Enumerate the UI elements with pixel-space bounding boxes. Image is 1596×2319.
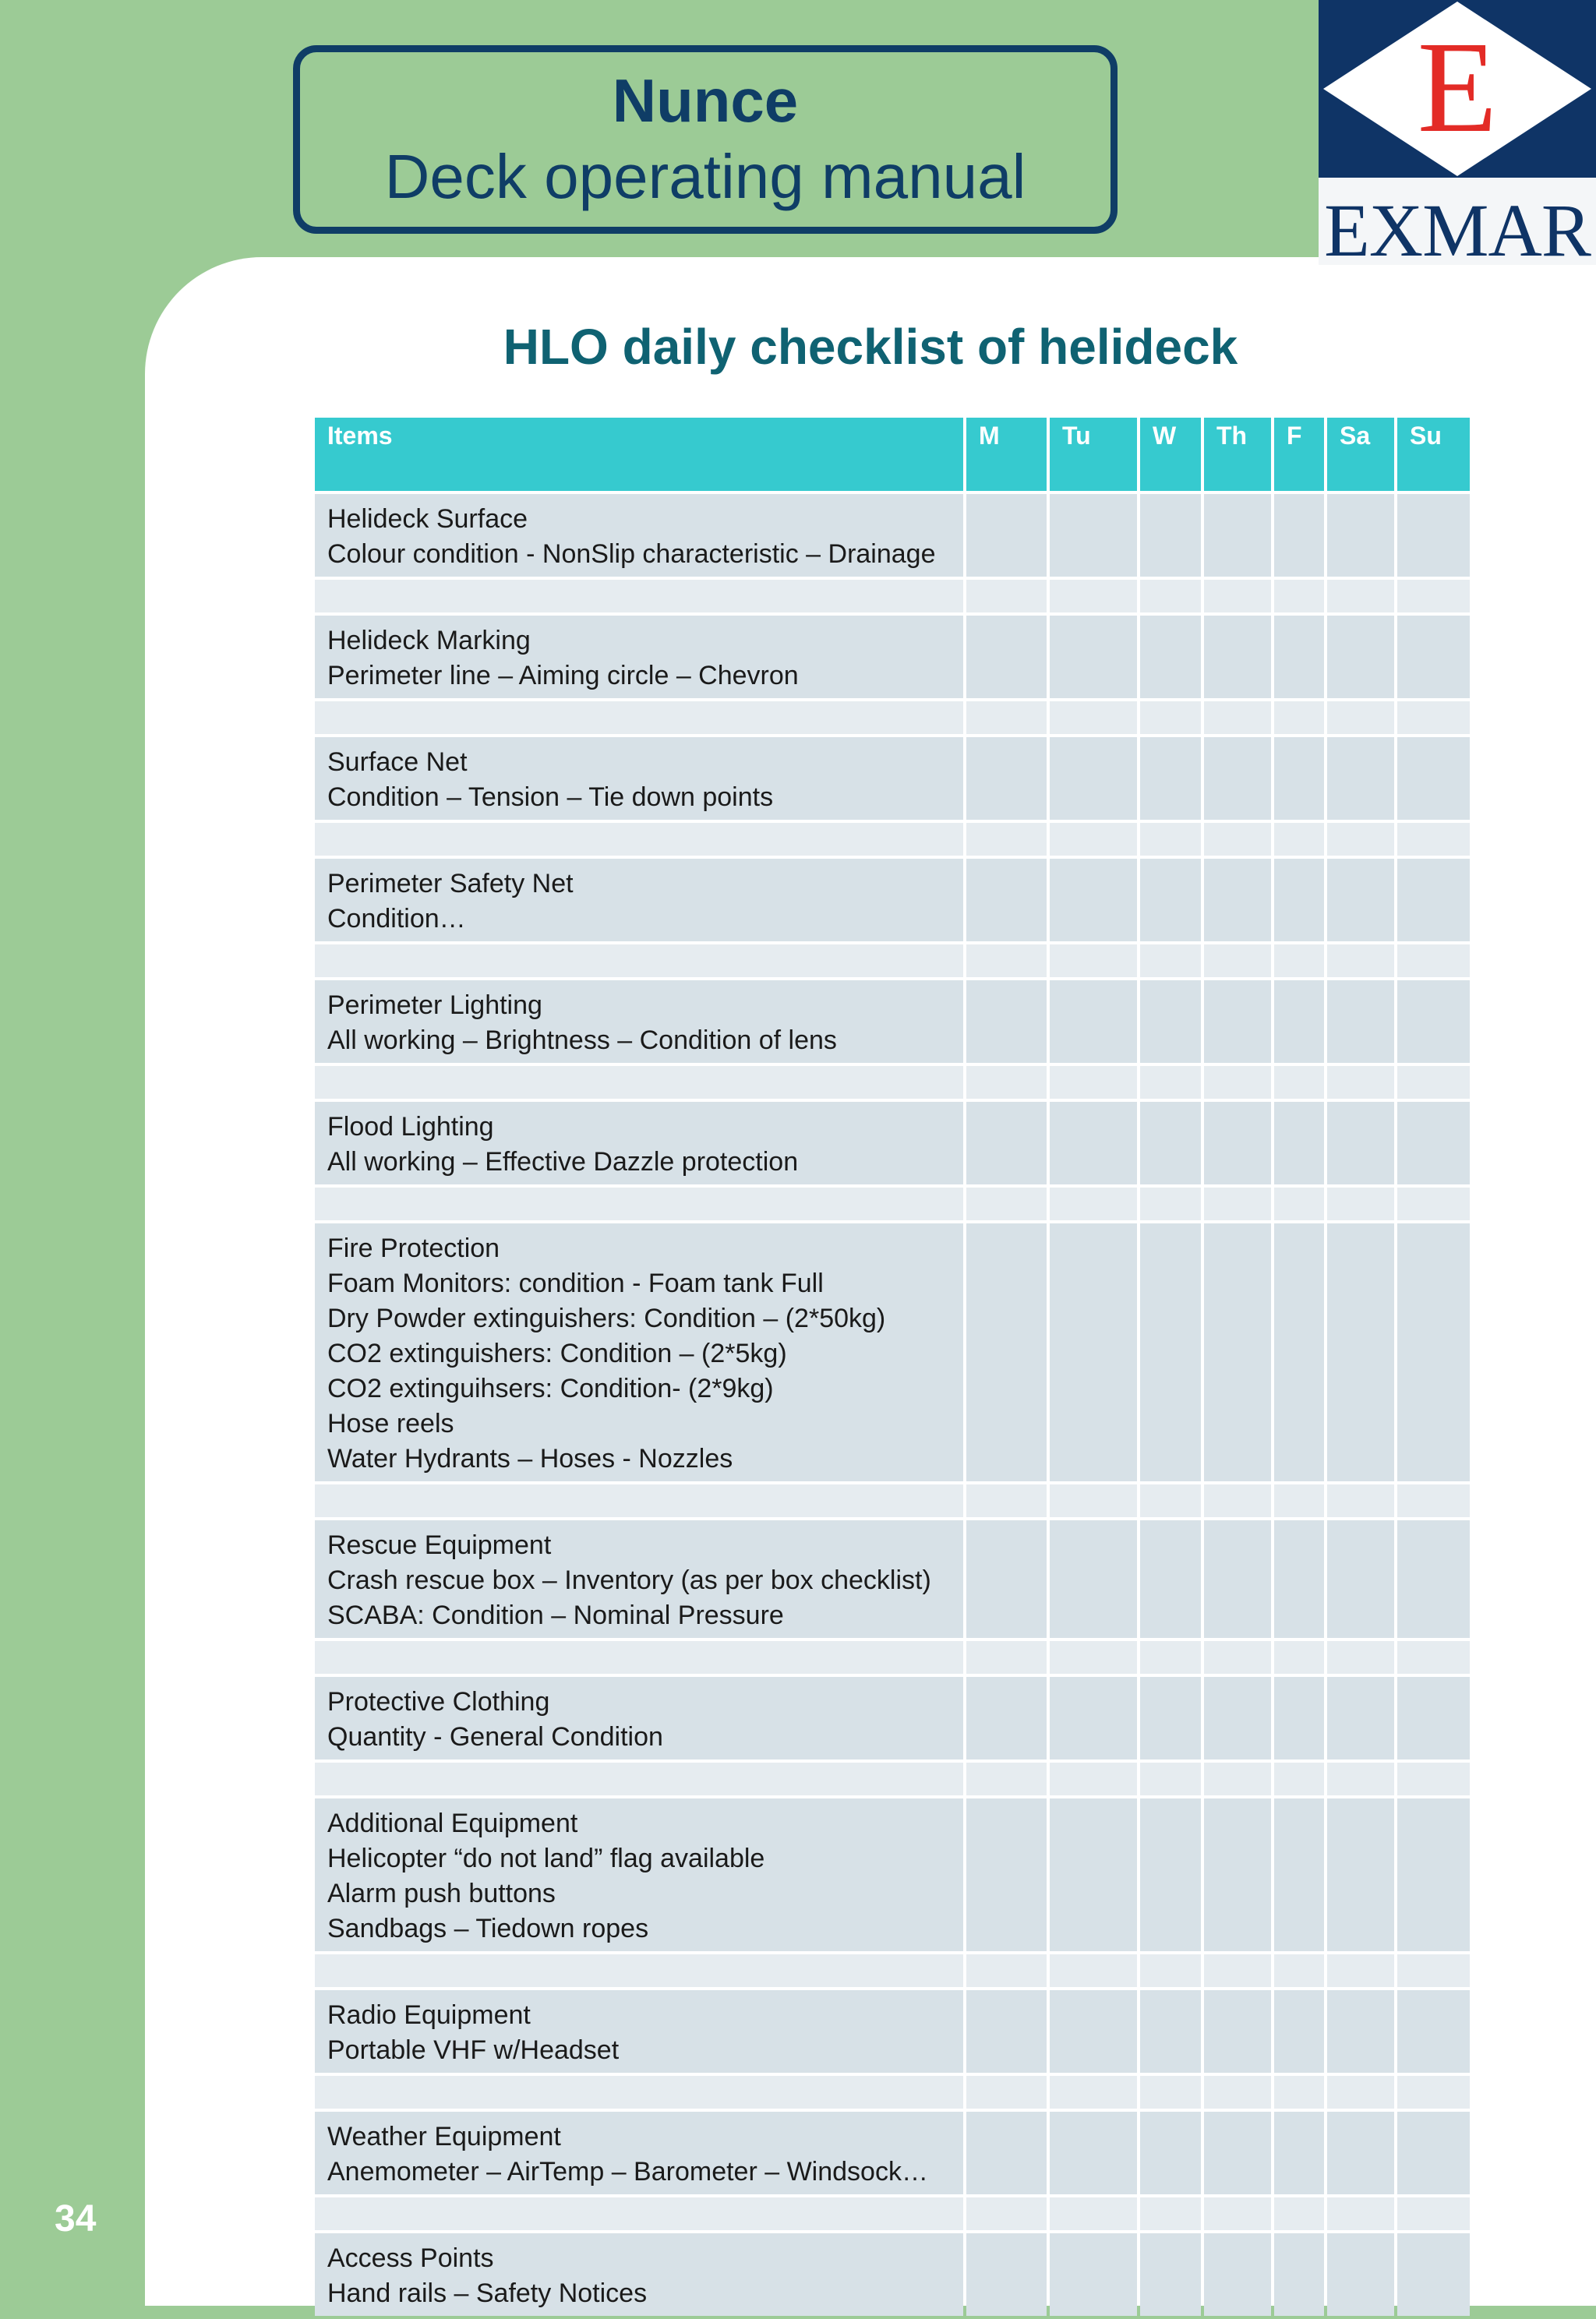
spacer-cell	[315, 1954, 963, 1987]
item-detail: CO2 extinguishers: Condition – (2*5kg)	[327, 1339, 787, 1368]
spacer-cell	[1274, 1484, 1324, 1517]
check-cell-sunday[interactable]	[1397, 859, 1470, 941]
check-cell-thursday[interactable]	[1204, 2233, 1271, 2316]
column-header-items: Items	[315, 418, 963, 491]
check-cell-tuesday[interactable]	[1050, 2112, 1137, 2194]
column-header-sunday: Su	[1397, 418, 1470, 491]
spacer-cell	[315, 1188, 963, 1220]
spacer-cell	[1327, 1763, 1394, 1795]
spacer-cell	[1140, 2197, 1201, 2230]
spacer-cell	[1050, 944, 1137, 977]
spacer-cell	[1204, 1641, 1271, 1674]
check-cell-saturday[interactable]	[1327, 859, 1394, 941]
check-cell-wednesday[interactable]	[1140, 1520, 1201, 1638]
spacer-row	[315, 2197, 1470, 2230]
item-detail: Water Hydrants – Hoses - Nozzles	[327, 1444, 733, 1474]
check-cell-friday[interactable]	[1274, 859, 1324, 941]
check-cell-friday[interactable]	[1274, 1223, 1324, 1481]
item-detail: Anemometer – AirTemp – Barometer – Windsock…	[327, 2157, 928, 2187]
check-cell-wednesday[interactable]	[1140, 737, 1201, 820]
check-cell-saturday[interactable]	[1327, 980, 1394, 1063]
item-heading: Access Points	[327, 2243, 494, 2273]
item-heading: Additional Equipment	[327, 1809, 578, 1838]
item-heading: Surface Net	[327, 747, 468, 777]
check-cell-friday[interactable]	[1274, 1520, 1324, 1638]
check-cell-thursday[interactable]	[1204, 980, 1271, 1063]
spacer-cell	[1050, 823, 1137, 856]
page-number: 34	[55, 2198, 97, 2240]
check-cell-tuesday[interactable]	[1050, 1223, 1137, 1481]
spacer-cell	[1274, 2197, 1324, 2230]
check-cell-sunday[interactable]	[1397, 1102, 1470, 1184]
spacer-cell	[1327, 2197, 1394, 2230]
check-cell-monday[interactable]	[966, 980, 1047, 1063]
spacer-cell	[1140, 944, 1201, 977]
check-cell-tuesday[interactable]	[1050, 980, 1137, 1063]
spacer-cell	[966, 1188, 1047, 1220]
check-cell-saturday[interactable]	[1327, 1990, 1394, 2073]
check-cell-friday[interactable]	[1274, 2112, 1324, 2194]
spacer-cell	[1397, 1641, 1470, 1674]
item-cell	[315, 859, 963, 941]
check-cell-sunday[interactable]	[1397, 616, 1470, 698]
item-detail: Portable VHF w/Headset	[327, 2035, 620, 2065]
spacer-cell	[966, 1066, 1047, 1099]
spacer-cell	[1050, 2076, 1137, 2109]
manual-subtitle: Deck operating manual	[384, 141, 1026, 211]
item-detail: SCABA: Condition – Nominal Pressure	[327, 1601, 784, 1630]
exmar-logo	[1319, 0, 1596, 272]
spacer-cell	[1327, 1641, 1394, 1674]
spacer-cell	[315, 1641, 963, 1674]
logo-letter: E	[1417, 15, 1498, 160]
check-cell-friday[interactable]	[1274, 737, 1324, 820]
item-detail: All working – Brightness – Condition of lens	[327, 1025, 837, 1055]
item-detail: Helicopter “do not land” flag available	[327, 1844, 765, 1873]
check-cell-sunday[interactable]	[1397, 737, 1470, 820]
spacer-cell	[1204, 1954, 1271, 1987]
spacer-cell	[1274, 580, 1324, 612]
column-header-saturday: Sa	[1327, 418, 1394, 491]
spacer-cell	[1050, 1066, 1137, 1099]
check-cell-monday[interactable]	[966, 2112, 1047, 2194]
spacer-cell	[1274, 944, 1324, 977]
table-row	[315, 1102, 1470, 1184]
spacer-cell	[1274, 2076, 1324, 2109]
item-heading: Radio Equipment	[327, 2000, 531, 2030]
column-header-monday: M	[966, 418, 1047, 491]
check-cell-saturday[interactable]	[1327, 616, 1394, 698]
spacer-cell	[1140, 1066, 1201, 1099]
spacer-cell	[966, 1484, 1047, 1517]
spacer-cell	[315, 2076, 963, 2109]
spacer-row	[315, 1763, 1470, 1795]
spacer-cell	[1274, 1763, 1324, 1795]
check-cell-wednesday[interactable]	[1140, 980, 1201, 1063]
spacer-cell	[1327, 1484, 1394, 1517]
check-cell-friday[interactable]	[1274, 980, 1324, 1063]
spacer-cell	[1050, 580, 1137, 612]
spacer-cell	[1327, 1188, 1394, 1220]
check-cell-monday[interactable]	[966, 1102, 1047, 1184]
check-cell-wednesday[interactable]	[1140, 616, 1201, 698]
spacer-row	[315, 944, 1470, 977]
item-detail: Hand rails – Safety Notices	[327, 2278, 648, 2308]
spacer-cell	[315, 944, 963, 977]
check-cell-wednesday[interactable]	[1140, 2233, 1201, 2316]
check-cell-tuesday[interactable]	[1050, 1102, 1137, 1184]
column-header-tuesday: Tu	[1050, 418, 1137, 491]
spacer-cell	[1140, 1188, 1201, 1220]
spacer-cell	[1140, 1484, 1201, 1517]
spacer-cell	[1140, 580, 1201, 612]
check-cell-monday[interactable]	[966, 2233, 1047, 2316]
check-cell-saturday[interactable]	[1327, 1798, 1394, 1951]
item-detail: Condition – Tension – Tie down points	[327, 782, 774, 812]
spacer-cell	[1140, 2076, 1201, 2109]
spacer-cell	[315, 823, 963, 856]
logo-wordmark: EXMAR	[1324, 189, 1591, 272]
spacer-cell	[1204, 701, 1271, 734]
spacer-cell	[315, 1763, 963, 1795]
item-cell	[315, 1223, 963, 1481]
check-cell-tuesday[interactable]	[1050, 2233, 1137, 2316]
table-header-row	[315, 418, 1470, 491]
spacer-cell	[966, 944, 1047, 977]
spacer-row	[315, 580, 1470, 612]
table-row	[315, 616, 1470, 698]
spacer-cell	[1140, 1954, 1201, 1987]
check-cell-wednesday[interactable]	[1140, 1990, 1201, 2073]
check-cell-thursday[interactable]	[1204, 494, 1271, 577]
table-row	[315, 1798, 1470, 1951]
spacer-cell	[1274, 1188, 1324, 1220]
spacer-cell	[1050, 1641, 1137, 1674]
item-detail: Colour condition - NonSlip characteristic – Drainage	[327, 539, 936, 569]
check-cell-wednesday[interactable]	[1140, 1223, 1201, 1481]
item-cell	[315, 1102, 963, 1184]
item-cell	[315, 494, 963, 577]
item-detail: Crash rescue box – Inventory (as per box checklist)	[327, 1565, 931, 1595]
spacer-cell	[1050, 1484, 1137, 1517]
spacer-row	[315, 823, 1470, 856]
item-heading: Perimeter Lighting	[327, 990, 542, 1020]
item-heading: Flood Lighting	[327, 1112, 494, 1142]
spacer-cell	[1050, 2197, 1137, 2230]
check-cell-tuesday[interactable]	[1050, 1520, 1137, 1638]
column-header-thursday: Th	[1204, 418, 1271, 491]
spacer-row	[315, 1641, 1470, 1674]
item-cell	[315, 1520, 963, 1638]
manual-title-box	[293, 45, 1118, 234]
check-cell-thursday[interactable]	[1204, 1520, 1271, 1638]
check-cell-tuesday[interactable]	[1050, 1798, 1137, 1951]
spacer-cell	[1397, 701, 1470, 734]
check-cell-wednesday[interactable]	[1140, 494, 1201, 577]
item-cell	[315, 1798, 963, 1951]
check-cell-sunday[interactable]	[1397, 1677, 1470, 1760]
spacer-row	[315, 1954, 1470, 1987]
spacer-cell	[1204, 1066, 1271, 1099]
table-row	[315, 737, 1470, 820]
check-cell-monday[interactable]	[966, 1990, 1047, 2073]
table-row	[315, 1990, 1470, 2073]
spacer-row	[315, 1066, 1470, 1099]
check-cell-saturday[interactable]	[1327, 1223, 1394, 1481]
check-cell-sunday[interactable]	[1397, 2233, 1470, 2316]
check-cell-friday[interactable]	[1274, 2233, 1324, 2316]
item-heading: Weather Equipment	[327, 2122, 561, 2151]
manual-title: Nunce	[612, 66, 799, 135]
spacer-cell	[1327, 701, 1394, 734]
spacer-cell	[966, 701, 1047, 734]
spacer-cell	[966, 1763, 1047, 1795]
item-cell	[315, 616, 963, 698]
spacer-cell	[1274, 823, 1324, 856]
spacer-cell	[315, 1066, 963, 1099]
spacer-cell	[1204, 1484, 1271, 1517]
check-cell-monday[interactable]	[966, 494, 1047, 577]
check-cell-tuesday[interactable]	[1050, 737, 1137, 820]
check-cell-thursday[interactable]	[1204, 1990, 1271, 2073]
checklist-title: HLO daily checklist of helideck	[503, 319, 1238, 375]
check-cell-friday[interactable]	[1274, 1677, 1324, 1760]
spacer-cell	[1204, 580, 1271, 612]
spacer-cell	[966, 2076, 1047, 2109]
spacer-cell	[1397, 1188, 1470, 1220]
check-cell-tuesday[interactable]	[1050, 616, 1137, 698]
item-detail: Quantity - General Condition	[327, 1722, 663, 1752]
check-cell-saturday[interactable]	[1327, 1520, 1394, 1638]
spacer-cell	[1397, 2197, 1470, 2230]
check-cell-saturday[interactable]	[1327, 2233, 1394, 2316]
spacer-row	[315, 701, 1470, 734]
spacer-cell	[1204, 1188, 1271, 1220]
table-row	[315, 2233, 1470, 2316]
spacer-cell	[1397, 944, 1470, 977]
spacer-cell	[1204, 944, 1271, 977]
check-cell-thursday[interactable]	[1204, 1102, 1271, 1184]
check-cell-monday[interactable]	[966, 1520, 1047, 1638]
spacer-cell	[1274, 1641, 1324, 1674]
table-row	[315, 859, 1470, 941]
check-cell-sunday[interactable]	[1397, 1520, 1470, 1638]
table-row	[315, 980, 1470, 1063]
spacer-cell	[1327, 1066, 1394, 1099]
check-cell-friday[interactable]	[1274, 616, 1324, 698]
item-heading: Helideck Marking	[327, 626, 531, 655]
spacer-cell	[1204, 823, 1271, 856]
spacer-row	[315, 2076, 1470, 2109]
column-header-friday: F	[1274, 418, 1324, 491]
check-cell-friday[interactable]	[1274, 1102, 1324, 1184]
item-detail: Condition…	[327, 904, 466, 934]
spacer-cell	[1140, 1763, 1201, 1795]
checklist-body	[315, 494, 1470, 2316]
spacer-cell	[1327, 1954, 1394, 1987]
spacer-cell	[1397, 1484, 1470, 1517]
spacer-cell	[1397, 1954, 1470, 1987]
check-cell-monday[interactable]	[966, 1798, 1047, 1951]
spacer-cell	[315, 701, 963, 734]
check-cell-tuesday[interactable]	[1050, 494, 1137, 577]
spacer-cell	[315, 2197, 963, 2230]
spacer-cell	[1397, 1066, 1470, 1099]
item-heading: Helideck Surface	[327, 504, 528, 534]
table-row	[315, 494, 1470, 577]
check-cell-wednesday[interactable]	[1140, 1798, 1201, 1951]
check-cell-sunday[interactable]	[1397, 1798, 1470, 1951]
check-cell-saturday[interactable]	[1327, 1102, 1394, 1184]
item-detail: Sandbags – Tiedown ropes	[327, 1914, 649, 1943]
check-cell-monday[interactable]	[966, 616, 1047, 698]
check-cell-sunday[interactable]	[1397, 980, 1470, 1063]
check-cell-sunday[interactable]	[1397, 1223, 1470, 1481]
check-cell-saturday[interactable]	[1327, 494, 1394, 577]
table-row	[315, 1520, 1470, 1638]
check-cell-monday[interactable]	[966, 737, 1047, 820]
item-cell	[315, 2112, 963, 2194]
item-cell	[315, 980, 963, 1063]
table-row	[315, 1223, 1470, 1481]
check-cell-friday[interactable]	[1274, 1990, 1324, 2073]
item-cell	[315, 1677, 963, 1760]
item-heading: Protective Clothing	[327, 1687, 550, 1717]
check-cell-saturday[interactable]	[1327, 2112, 1394, 2194]
check-cell-friday[interactable]	[1274, 494, 1324, 577]
item-cell	[315, 2233, 963, 2316]
spacer-row	[315, 1484, 1470, 1517]
spacer-cell	[966, 1954, 1047, 1987]
spacer-cell	[1327, 944, 1394, 977]
spacer-cell	[1204, 2076, 1271, 2109]
check-cell-sunday[interactable]	[1397, 1990, 1470, 2073]
spacer-cell	[1397, 2076, 1470, 2109]
spacer-cell	[1397, 823, 1470, 856]
check-cell-thursday[interactable]	[1204, 1677, 1271, 1760]
spacer-cell	[966, 823, 1047, 856]
spacer-cell	[1140, 701, 1201, 734]
check-cell-wednesday[interactable]	[1140, 1102, 1201, 1184]
spacer-cell	[1274, 1954, 1324, 1987]
spacer-cell	[1204, 1763, 1271, 1795]
check-cell-monday[interactable]	[966, 1677, 1047, 1760]
item-detail: Alarm push buttons	[327, 1879, 556, 1908]
spacer-cell	[1274, 1066, 1324, 1099]
check-cell-tuesday[interactable]	[1050, 859, 1137, 941]
spacer-cell	[1327, 823, 1394, 856]
left-band	[0, 0, 145, 2306]
check-cell-sunday[interactable]	[1397, 2112, 1470, 2194]
helideck-checklist-table	[312, 415, 1473, 2319]
spacer-cell	[966, 2197, 1047, 2230]
check-cell-wednesday[interactable]	[1140, 1677, 1201, 1760]
spacer-cell	[1397, 580, 1470, 612]
check-cell-saturday[interactable]	[1327, 1677, 1394, 1760]
check-cell-tuesday[interactable]	[1050, 1677, 1137, 1760]
column-header-wednesday: W	[1140, 418, 1201, 491]
spacer-cell	[1397, 1763, 1470, 1795]
spacer-cell	[966, 580, 1047, 612]
spacer-cell	[1050, 1188, 1137, 1220]
check-cell-saturday[interactable]	[1327, 737, 1394, 820]
check-cell-wednesday[interactable]	[1140, 2112, 1201, 2194]
item-heading: Rescue Equipment	[327, 1530, 552, 1560]
spacer-cell	[1204, 2197, 1271, 2230]
spacer-cell	[315, 1484, 963, 1517]
check-cell-thursday[interactable]	[1204, 2112, 1271, 2194]
item-detail: Foam Monitors: condition - Foam tank Full	[327, 1269, 824, 1298]
spacer-cell	[1050, 701, 1137, 734]
table-row	[315, 2112, 1470, 2194]
check-cell-sunday[interactable]	[1397, 494, 1470, 577]
item-heading: Fire Protection	[327, 1234, 500, 1263]
item-cell	[315, 1990, 963, 2073]
spacer-cell	[1274, 701, 1324, 734]
check-cell-thursday[interactable]	[1204, 1223, 1271, 1481]
check-cell-wednesday[interactable]	[1140, 859, 1201, 941]
item-detail: All working – Effective Dazzle protection	[327, 1147, 799, 1177]
check-cell-friday[interactable]	[1274, 1798, 1324, 1951]
check-cell-thursday[interactable]	[1204, 737, 1271, 820]
spacer-cell	[1050, 1763, 1137, 1795]
item-cell	[315, 737, 963, 820]
spacer-cell	[1140, 1641, 1201, 1674]
check-cell-thursday[interactable]	[1204, 1798, 1271, 1951]
item-detail: Perimeter line – Aiming circle – Chevron	[327, 661, 799, 690]
spacer-cell	[966, 1641, 1047, 1674]
check-cell-monday[interactable]	[966, 859, 1047, 941]
spacer-cell	[1140, 823, 1201, 856]
check-cell-tuesday[interactable]	[1050, 1990, 1137, 2073]
item-detail: Hose reels	[327, 1409, 454, 1438]
spacer-cell	[1327, 2076, 1394, 2109]
check-cell-thursday[interactable]	[1204, 859, 1271, 941]
spacer-row	[315, 1188, 1470, 1220]
spacer-cell	[1050, 1954, 1137, 1987]
item-heading: Perimeter Safety Net	[327, 869, 574, 898]
table-row	[315, 1677, 1470, 1760]
check-cell-monday[interactable]	[966, 1223, 1047, 1481]
check-cell-thursday[interactable]	[1204, 616, 1271, 698]
item-detail: CO2 extinguihsers: Condition- (2*9kg)	[327, 1374, 774, 1403]
item-detail: Dry Powder extinguishers: Condition – (2*50kg)	[327, 1304, 886, 1333]
spacer-cell	[315, 580, 963, 612]
spacer-cell	[1327, 580, 1394, 612]
